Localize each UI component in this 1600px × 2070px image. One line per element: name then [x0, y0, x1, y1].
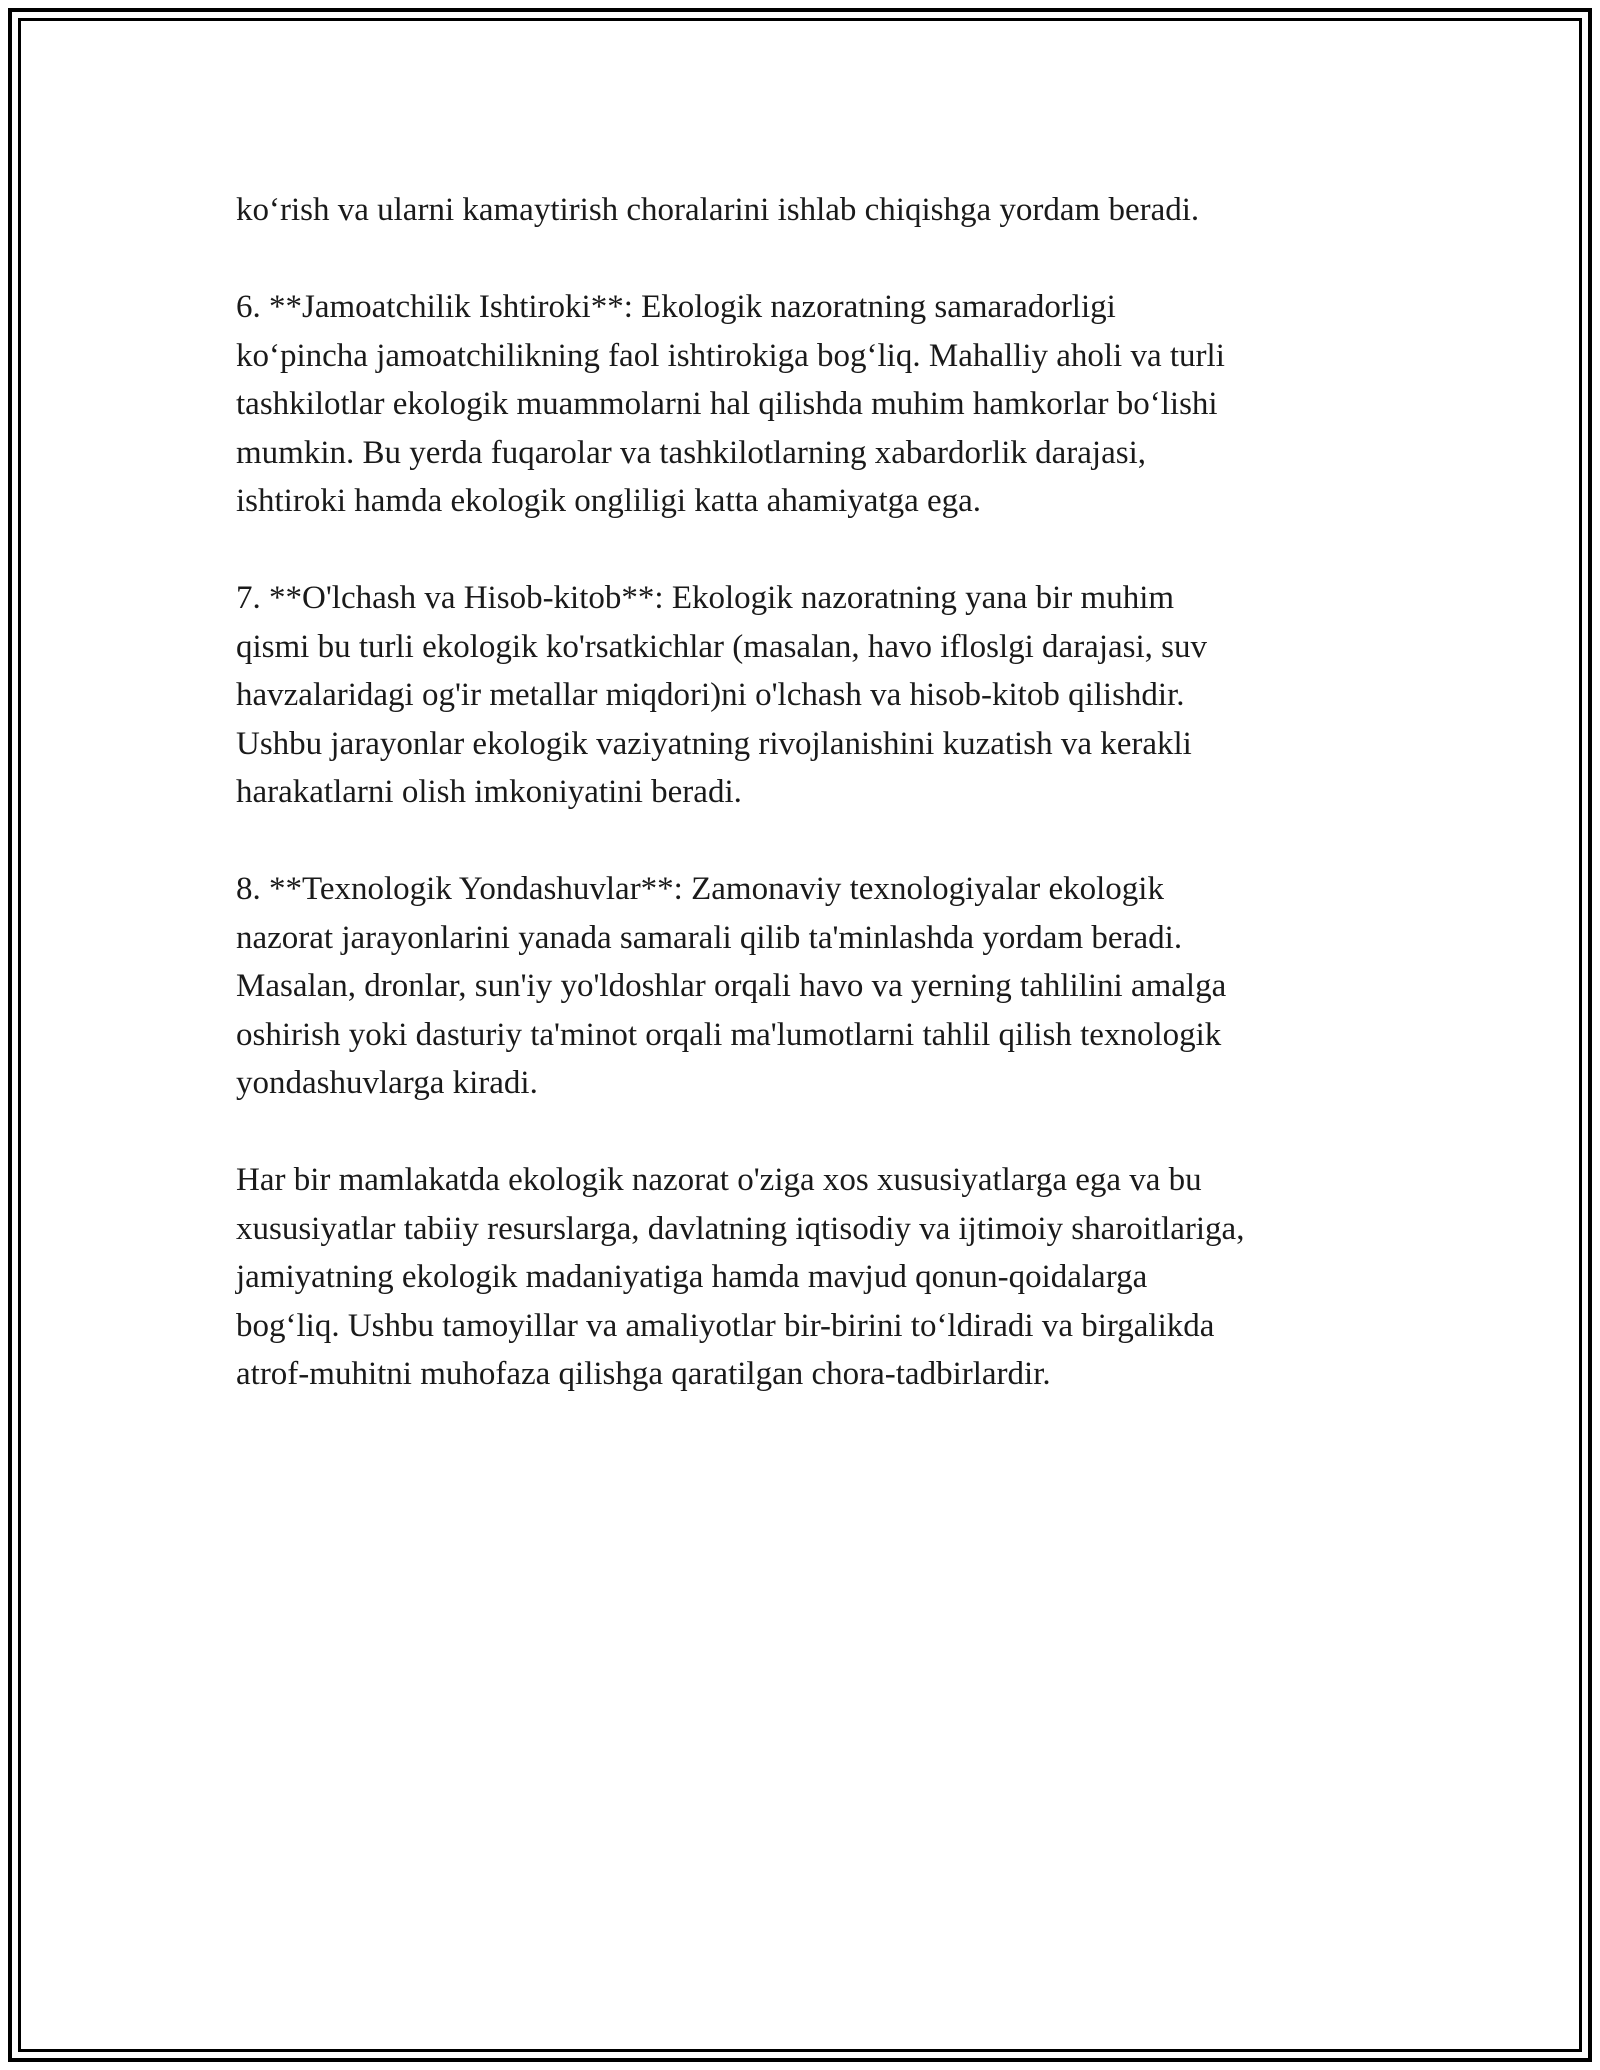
text-line: oshirish yoki dasturiy ta'minot orqali ma'lumotlarni tahlil qilish texnologik [236, 1016, 1222, 1053]
text-line: ishtiroki hamda ekologik ongliligi katta ahamiyatga ega. [236, 483, 982, 519]
text-line: ko‘pincha jamoatchilikning faol ishtirokiga bog‘liq. Mahalliy aholi va turli [236, 337, 1225, 374]
text-line: mumkin. Bu yerda fuqarolar va tashkilotlarning xabardorlik darajasi, [236, 434, 1146, 471]
paragraph-item-6 [236, 283, 1406, 526]
paragraph-item-7 [236, 574, 1406, 817]
text-line: bog‘liq. Ushbu tamoyillar va amaliyotlar bir-birini to‘ldiradi va birgalikda [236, 1307, 1215, 1344]
text-line: ko‘rish va ularni kamaytirish choralarini ishlab chiqishga yordam beradi. [236, 192, 1200, 228]
text-line: Masalan, dronlar, sun'iy yo'ldoshlar orqali havo va yerning tahlilini amalga [236, 968, 1227, 1004]
text-line: qismi bu turli ekologik ko'rsatkichlar (masalan, havo ifloslgi darajasi, suv [236, 628, 1208, 665]
document-body [236, 186, 1406, 1447]
text-line: 6. **Jamoatchilik Ishtiroki**: Ekologik nazoratning samaradorligi [236, 289, 1116, 325]
paragraph-item-8 [236, 865, 1406, 1108]
text-line: 7. **O'lchash va Hisob-kitob**: Ekologik nazoratning yana bir muhim [236, 580, 1175, 616]
text-line: Ushbu jarayonlar ekologik vaziyatning rivojlanishini kuzatish va kerakli [236, 725, 1192, 762]
text-line: nazorat jarayonlarini yanada samarali qilib ta'minlashda yordam beradi. [236, 919, 1183, 956]
text-line: yondashuvlarga kiradi. [236, 1065, 538, 1101]
text-line: atrof-muhitni muhofaza qilishga qaratilgan chora-tadbirlardir. [236, 1356, 1051, 1392]
paragraph-continuation [236, 186, 1406, 235]
text-line: xususiyatlar tabiiy resurslarga, davlatning iqtisodiy va ijtimoiy sharoitlariga, [236, 1210, 1245, 1247]
text-line: tashkilotlar ekologik muammolarni hal qilishda muhim hamkorlar bo‘lishi [236, 386, 1218, 422]
text-line: havzalaridagi og'ir metallar miqdori)ni o'lchash va hisob-kitob qilishdir. [236, 677, 1185, 713]
text-line: jamiyatning ekologik madaniyatiga hamda mavjud qonun-qoidalarga [236, 1259, 1148, 1295]
text-line: harakatlarni olish imkoniyatini beradi. [236, 774, 742, 810]
text-line: 8. **Texnologik Yondashuvlar**: Zamonaviy texnologiyalar ekologik [236, 871, 1164, 907]
paragraph-conclusion [236, 1156, 1406, 1399]
text-line: Har bir mamlakatda ekologik nazorat o'ziga xos xususiyatlarga ega va bu [236, 1162, 1202, 1198]
